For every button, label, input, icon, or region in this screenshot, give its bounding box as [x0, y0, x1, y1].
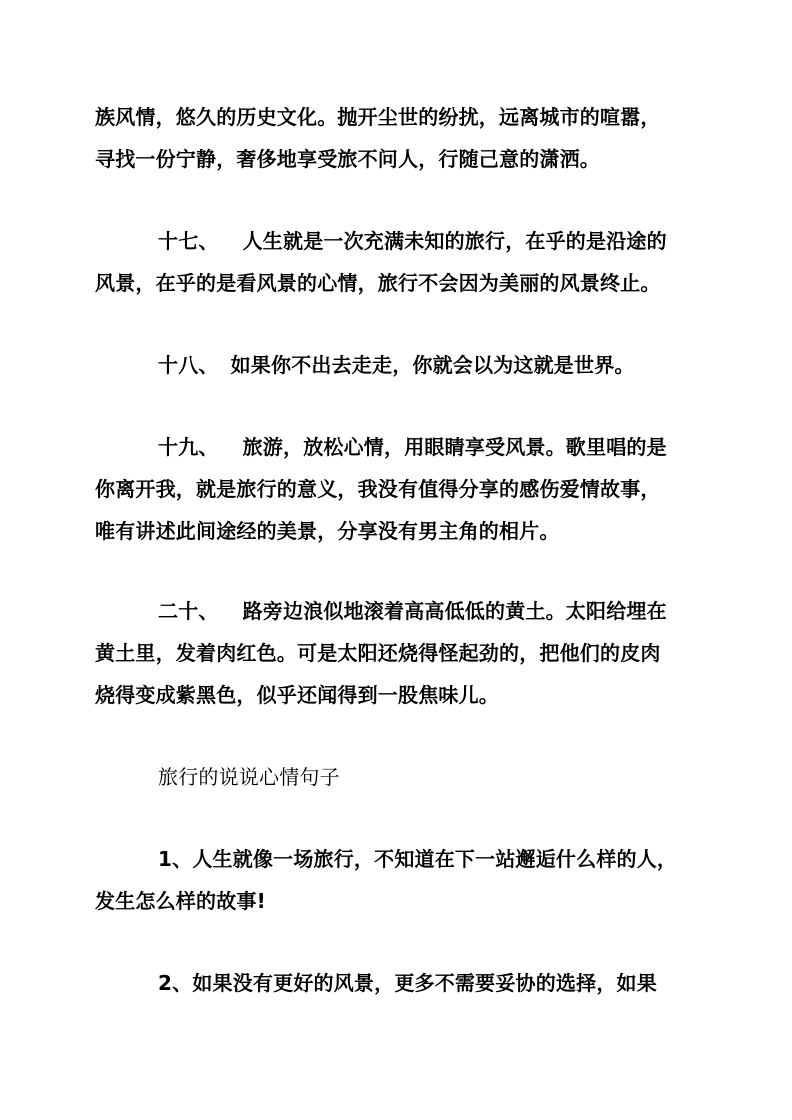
item-text: 如果你不出去走走，你就会以为这就是世界。 [230, 353, 635, 377]
text-line: 发生怎么样的故事! [95, 889, 266, 913]
item-number: 十七、 [158, 229, 219, 253]
item-number: 十九、 [158, 435, 219, 459]
item-text: 路旁边浪似地滚着高高低低的黄土。太阳给埋在 [242, 599, 667, 623]
text-line: 寻找一份宁静，奢侈地享受旅不问人，行随己意的潇洒。 [95, 147, 600, 171]
text-line: 2、如果没有更好的风景，更多不需要妥协的选择，如果 [158, 971, 657, 995]
item-number: 十八、 [158, 353, 219, 377]
text-line: 烧得变成紫黑色，似乎还闻得到一股焦味儿。 [95, 683, 499, 707]
text-line: 1、人生就像一场旅行，不知道在下一站邂逅什么样的人， [158, 847, 678, 871]
text-line: 族风情，悠久的历史文化。抛开尘世的纷扰，远离城市的喧嚣， [95, 105, 661, 129]
item-number: 二十、 [158, 599, 219, 623]
paragraph-19-line [158, 434, 667, 460]
paragraph-18-line [158, 352, 635, 378]
text-line: 黄土里，发着肉红色。可是太阳还烧得怪起劲的，把他们的皮肉 [95, 641, 661, 665]
item-text: 旅游，放松心情，用眼睛享受风景。歌里唱的是 [242, 435, 667, 459]
paragraph-17-line [158, 228, 667, 254]
text-line: 唯有讲述此间途经的美景，分享没有男主角的相片。 [95, 519, 560, 543]
section-heading: 旅行的说说心情句子 [158, 765, 340, 789]
item-text: 人生就是一次充满未知的旅行，在乎的是沿途的 [242, 229, 667, 253]
text-line: 风景，在乎的是看风景的心情，旅行不会因为美丽的风景终止。 [95, 271, 661, 295]
text-line: 你离开我，就是旅行的意义，我没有值得分享的感伤爱情故事， [95, 477, 661, 501]
paragraph-20-line [158, 598, 667, 624]
